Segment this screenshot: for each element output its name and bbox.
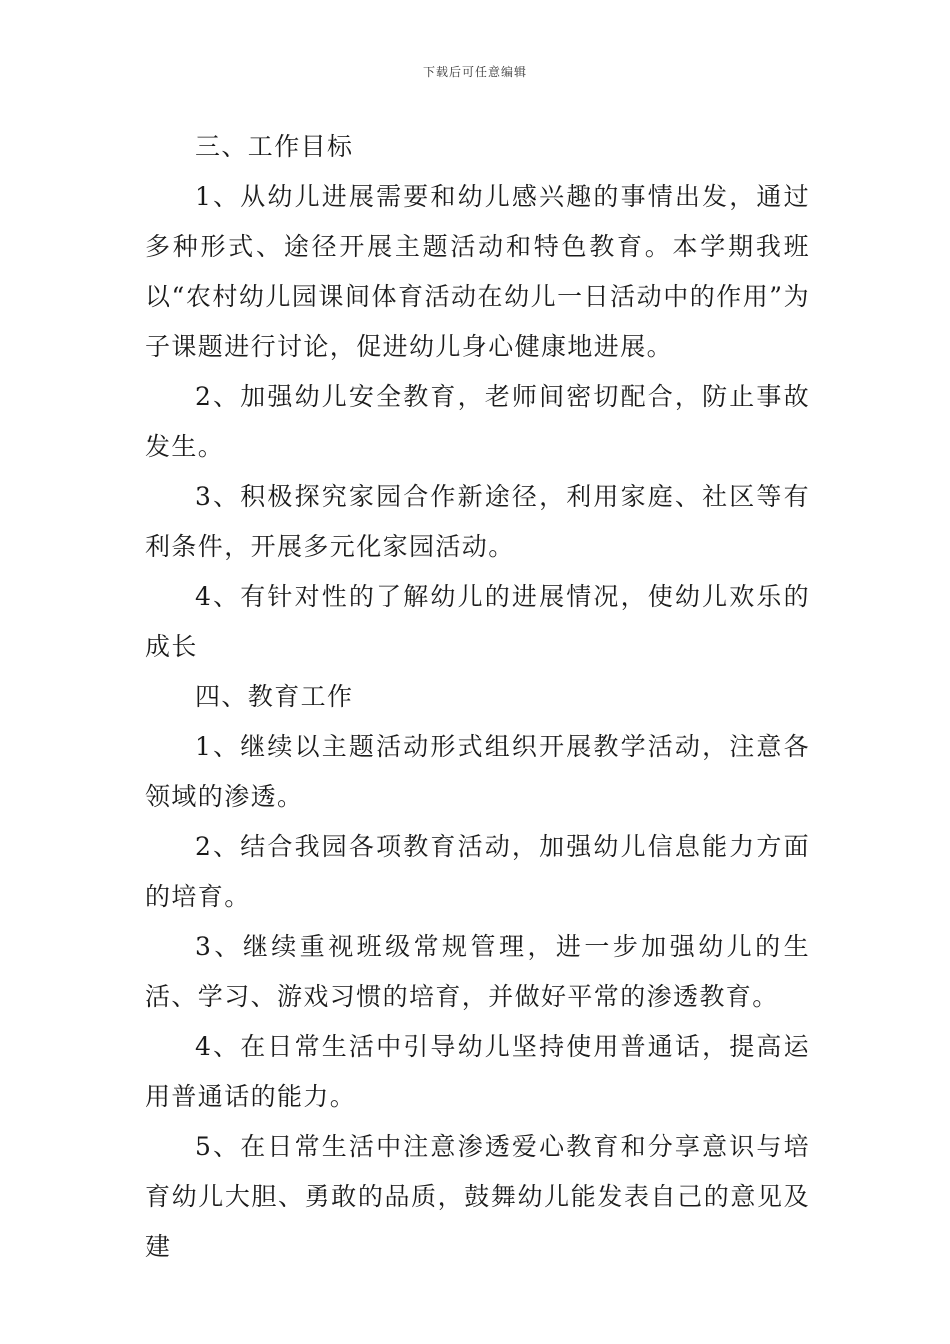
paragraph-education-2: 2、结合我园各项教育活动，加强幼儿信息能力方面的培育。 [145,832,810,911]
page-header-note: 下载后可任意编辑 [422,65,527,79]
paragraph-goal-3: 3、积极探究家园合作新途径，利用家庭、社区等有利条件，开展多元化家园活动。 [145,482,810,561]
paragraph-education-4: 4、在日常生活中引导幼儿坚持使用普通话，提高运用普通话的能力。 [145,1032,810,1111]
paragraph-education-5: 5、在日常生活中注意渗透爱心教育和分享意识与培育幼儿大胆、勇敢的品质，鼓舞幼儿能发表自己的意见及建 [145,1132,810,1261]
section-heading-education: 四、教育工作 [195,682,354,711]
paragraph-goal-1: 1、从幼儿进展需要和幼儿感兴趣的事情出发，通过多种形式、途径开展主题活动和特色教育。本学期我班以“农村幼儿园课间体育活动在幼儿一日活动中的作用”为子课题进行讨论，促进幼儿身心健康地进展。 [145,182,810,361]
paragraph-education-1: 1、继续以主题活动形式组织开展教学活动，注意各领域的渗透。 [145,732,810,811]
section-heading-goals: 三、工作目标 [195,132,354,161]
paragraph-goal-2: 2、加强幼儿安全教育，老师间密切配合，防止事故发生。 [145,382,810,461]
paragraph-education-3: 3、继续重视班级常规管理，进一步加强幼儿的生活、学习、游戏习惯的培育，并做好平常的渗透教育。 [145,932,810,1011]
document-body [145,122,810,1272]
paragraph-goal-4: 4、有针对性的了解幼儿的进展情况，使幼儿欢乐的成长 [145,582,810,661]
